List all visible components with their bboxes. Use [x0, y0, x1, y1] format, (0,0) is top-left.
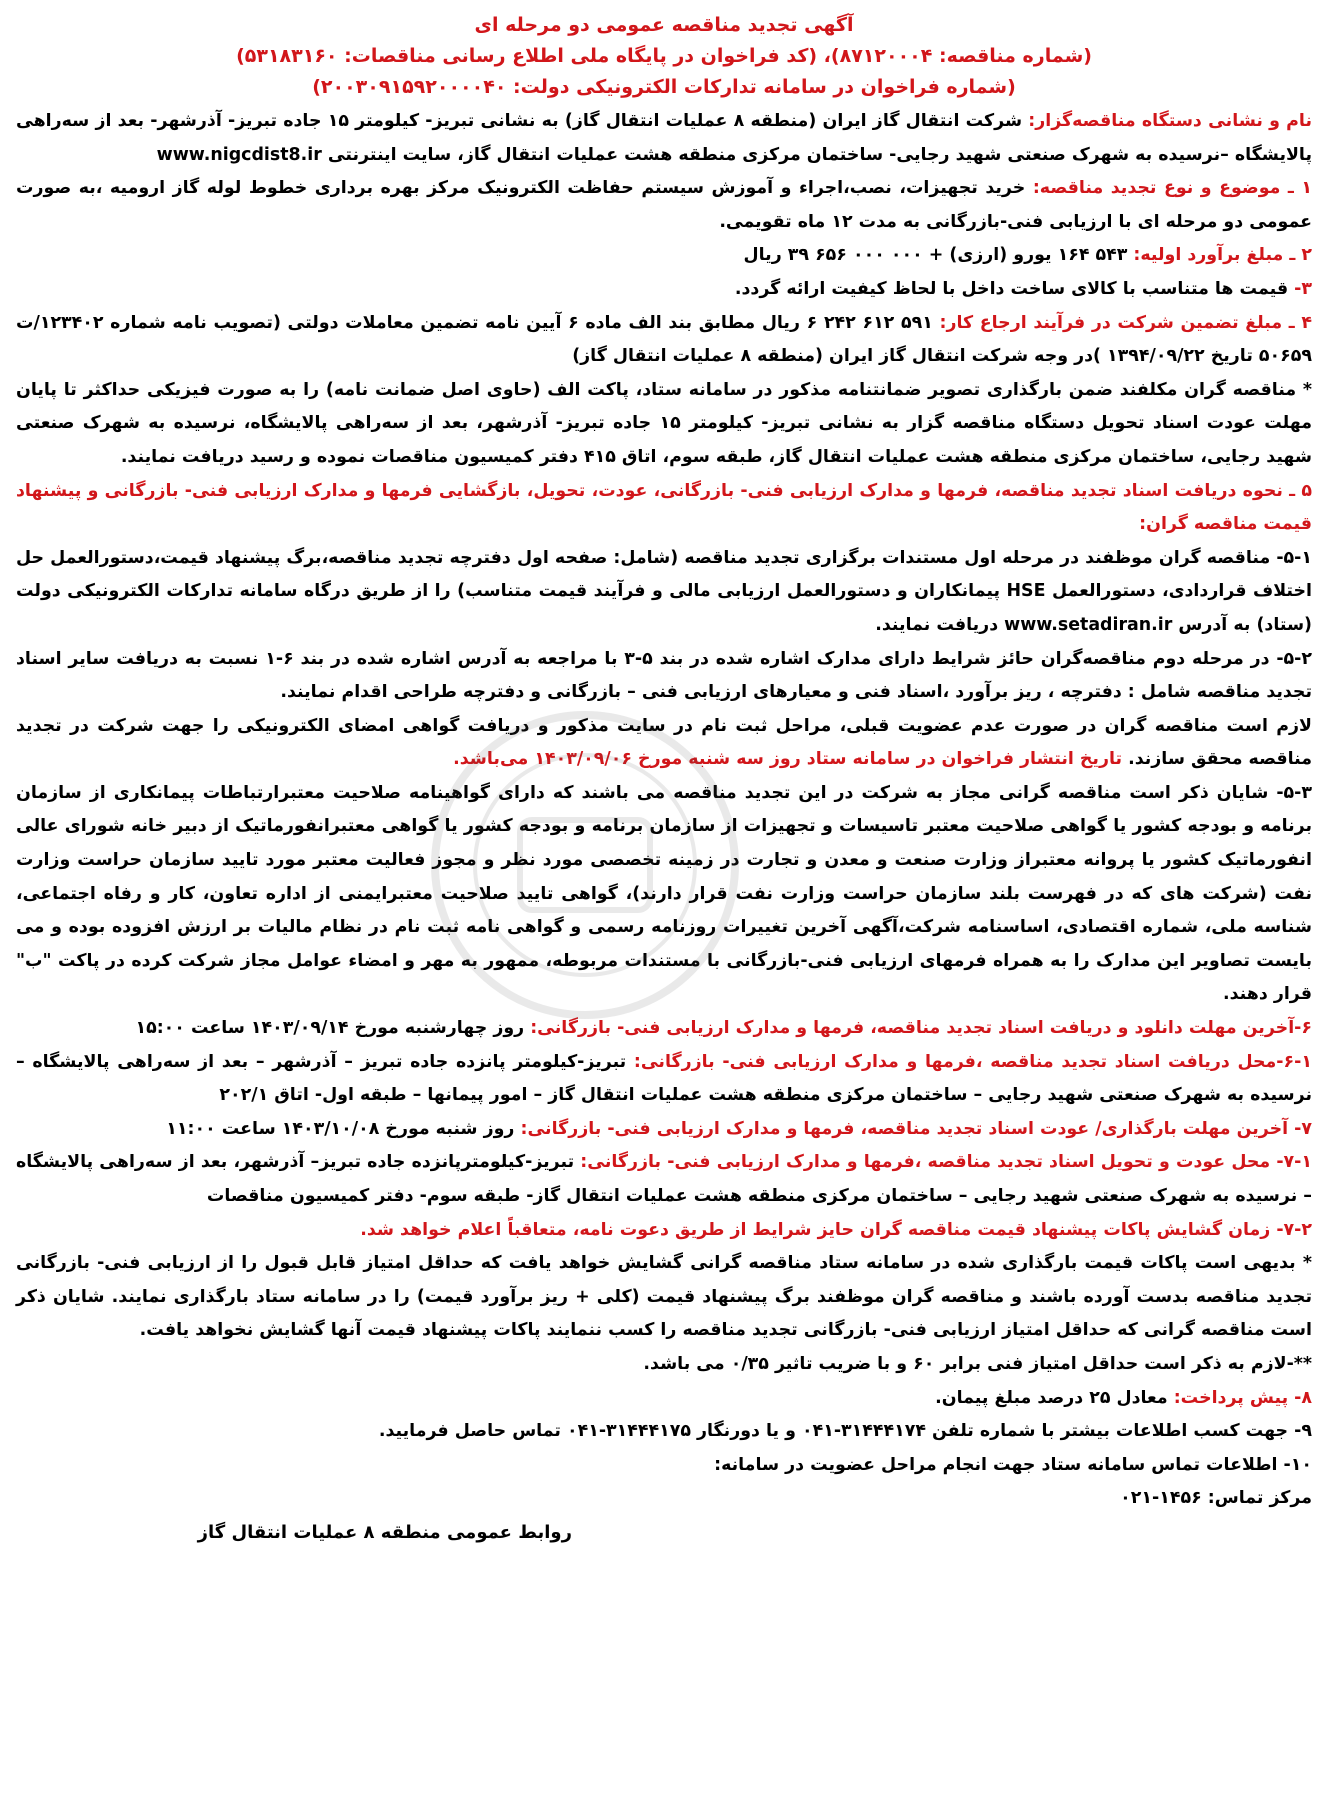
section-6-deadline [16, 1012, 1312, 1046]
section-6-1-text: تبریز-کیلومتر پانزده جاده تبریز – آذرشهر – بعد از سه‌راهی پالایشگاه – نرسیده به شهرک صنعتی شهید رجایی – ساختمان مرکزی منطقه هشت عملیات انتقال گاز – امور پیمانها – طبقه اول- اتاق ۲۰۲/۱ [16, 1051, 1312, 1106]
section-5-1 [16, 542, 1312, 643]
section-1-text: خرید تجهیزات، نصب،اجراء و آموزش سیستم حفاظت الکترونیک مرکز بهره برداری خطوط لوله گاز ارومیه ،به صورت عمومی دو مرحله ای با ارزیابی فنی-بازرگانی به مدت ۱۲ ماه تقویمی. [16, 178, 1312, 232]
section-8-text: معادل ۲۵ درصد مبلغ پیمان. [935, 1387, 1174, 1408]
section-5-3: ۵-۳- شایان ذکر است مناقصه گرانی مجاز به شرکت در این تجدید مناقصه می باشند که دارای گواهینامه صلاحیت معتبرارتباطات پیمانکاری از سازمان برنامه و بودجه کشور یا گواهی صلاحیت معتبر تاسیسات و تجهیزات از سازمان برنامه و بودجه کشور یا گواهی معتبرانفورماتیک از دبیر خانه شورای عالی انفورماتیک کشور یا پروانه معتبراز وزارت صنعت و معدن و تجارت در زمینه تخصصی مورد نظر و مجوز فعالیت معتبر مورد تایید سازمان حراست وزارت نفت (شرکت های که در فهرست بلند سازمان حراست وزارت نفت قرار دارند)، گواهی تایید صلاحیت معتبرایمنی از اداره تعاون، کار و رفاه اجتماعی، شناسه ملی، شماره اقتصادی، اساسنامه شرکت،آگهی آخرین تغییرات روزنامه رسمی و گواهی نامه ثبت نام در نظام مالیات بر ارزش افزوده بوده و می بایست تصاویر این مدارک را به همراه فرمهای ارزیابی فنی-بازرگانی با مستندات مربوطه، ممهور به مهر و امضاء عوامل مجاز شرکت کرده در پاکت "ب" قرار دهند. [16, 782, 1312, 1005]
section-5-2: ۵-۲- در مرحله دوم مناقصه‌گران حائز شرایط دارای مدارک اشاره شده در بند ۵-۳ با مراجعه به آدرس اشاره شده در بند ۶-۱ نسبت به دریافت سایر اسناد تجدید مناقصه شامل : دفترچه ، ریز برآورد ،اسناد فنی و معیارهای ارزیابی فنی – بازرگانی و دفترچه طراحی اقدام نمایند. [16, 648, 1312, 703]
contact-center: مرکز تماس: ۱۴۵۶-۰۲۱ [1120, 1488, 1312, 1509]
section-5-2-note [16, 710, 1312, 777]
section-7-deadline [16, 1113, 1312, 1147]
public-relations-signature: روابط عمومی منطقه ۸ عملیات انتقال گاز [197, 1521, 572, 1543]
section-7-text: روز شنبه مورخ ۱۴۰۳/۱۰/۰۸ ساعت ۱۱:۰۰ [166, 1118, 521, 1139]
section-2-text: ۵۴۳ ۱۶۴ یورو (ارزی) + ۰۰۰ ۰۰۰ ۶۵۶ ۳۹ ریال [743, 245, 1134, 266]
section-7-1-text: تبریز-کیلومترپانزده جاده تبریز– آذرشهر، بعد از سه‌راهی پالایشگاه – نرسیده به شهرک صنعتی شهید رجایی – ساختمان مرکزی منطقه هشت عملیات انتقال گاز- طبقه سوم- دفتر کمیسیون مناقصات [16, 1152, 1312, 1206]
section-2-estimate [16, 239, 1312, 273]
section-7-2-opening: ۷-۲- زمان گشایش پاکات پیشنهاد قیمت مناقصه گران حایز شرایط از طریق دعوت نامه، متعاقباً اعلام خواهد شد. [360, 1219, 1312, 1240]
tender-number-line: (شماره مناقصه: ۸۷۱۲۰۰۰۴)، (کد فراخوان در پایگاه ملی اطلاع رسانی مناقصات: ۵۳۱۸۳۱۶۰) [236, 45, 1092, 67]
section-1-label: ۱ ـ موضوع و نوع تجدید مناقصه: [1032, 178, 1312, 199]
section-4-guarantee [16, 307, 1312, 374]
section-1-subject [16, 172, 1312, 239]
section-5-2-note-text: لازم است مناقصه گران در صورت عدم عضویت قبلی، مراحل ثبت نام در سایت مذکور و دریافت گواهی امضای الکترونیکی را جهت شرکت در تجدید مناقصه محقق سازند. [16, 715, 1312, 770]
section-6-1-location [16, 1046, 1312, 1113]
guarantee-note: * مناقصه گران مکلفند ضمن بارگذاری تصویر ضمانتنامه مذکور در سامانه ستاد، پاکت الف (حاوی اصل ضمانت نامه) را به صورت فیزیکی حداکثر تا پایان مهلت عودت اسناد تحویل دستگاه مناقصه گزار به نشانی تبریز- کیلومتر ۱۵ جاده تبریز- آذرشهر، بعد از سه‌راهی پالایشگاه، نرسیده به شهرک صنعتی شهید رجایی، ساختمان مرکزی منطقه هشت عملیات انتقال گاز، طبقه سوم، اتاق ۴۱۵ دفتر کمیسیون مناقصات نموده و رسید دریافت نمایند. [16, 379, 1312, 467]
section-3-text: قیمت ها متناسب با کالای ساخت داخل با لحاظ کیفیت ارائه گردد. [734, 278, 1295, 299]
section-2-label: ۲ ـ مبلغ برآورد اولیه: [1133, 245, 1312, 266]
opening-note: * بدیهی است پاکات قیمت بارگذاری شده در سامانه ستاد مناقصه گرانی گشایش خواهد یافت که حداقل امتیاز قابل قبول را از ارزیابی فنی- بازرگانی تجدید مناقصه بدست آورده باشند و مناقصه گران موظفند برگ پیشنهاد قیمت (کلی + ریز برآورد قیمت) را در سامانه ستاد بارگذاری نمایند. شایان ذکر است مناقصه گرانی که حداقل امتیاز ارزیابی فنی- بازرگانی تجدید مناقصه را کسب ننمایند پاکات پیشنهاد قیمت آنها گشایش نخواهد یافت. [16, 1253, 1312, 1341]
section-4-text: ۵۹۱ ۶۱۲ ۲۴۲ ۶ ریال مطابق بند الف ماده ۶ آیین نامه تضمین معاملات دولتی (تصویب نامه شماره ۱۲۳۴۰۲/ت ۵۰۶۵۹ تاریخ ۱۳۹۴/۰۹/۲۲ )در وجه شرکت انتقال گاز ایران (منطقه ۸ عملیات انتقال گاز) [16, 312, 1312, 367]
section-9-contact: ۹- جهت کسب اطلاعات بیشتر با شماره تلفن ۳۱۴۴۴۱۷۴-۰۴۱ و یا دورنگار ۳۱۴۴۴۱۷۵-۰۴۱ تماس حاصل فرمایید. [378, 1421, 1312, 1442]
section-5-1-tail: دریافت نمایند. [875, 614, 1005, 635]
publish-date: تاریخ انتشار فراخوان در سامانه ستاد روز سه شنبه مورخ ۱۴۰۳/۰۹/۰۶ می‌باشد. [453, 749, 1123, 770]
notice-header [16, 10, 1312, 103]
section-3-label: ۳- [1294, 278, 1312, 299]
organizer-label: نام و نشانی دستگاه مناقصه‌گزار: [1028, 111, 1312, 131]
section-4-label: ۴ ـ مبلغ تضمین شرکت در فرآیند ارجاع کار: [939, 312, 1313, 333]
section-5-1-text: ۵-۱- مناقصه گران موظفند در مرحله اول مستندات برگزاری تجدید مناقصه (شامل: صفحه اول دفترچه تجدید مناقصه،برگ پیشنهاد قیمت،دستورالعمل حل اختلاف قراردادی، دستورالعمل HSE پیمانکاران و دستورالعمل ارزیابی مالی و فرآیند قیمت متناسب) را از طریق درگاه سامانه تدارکات الکترونیکی دولت (ستاد) به آدرس [16, 547, 1312, 635]
notice-title: آگهی تجدید مناقصه عمومی دو مرحله ای [474, 14, 854, 36]
score-note: **-لازم به ذکر است حداقل امتیاز فنی برابر ۶۰ و با ضریب تاثیر ۰/۳۵ می باشد. [643, 1353, 1312, 1374]
section-7-1-label: ۷-۱- محل عودت و تحویل اسناد تجدید مناقصه ،فرمها و مدارک ارزیابی فنی- بازرگانی: [580, 1152, 1312, 1173]
setadiran-website-link[interactable]: www.setadiran.ir [1004, 614, 1173, 635]
organizer-paragraph [16, 105, 1312, 172]
section-7-label: ۷- آخرین مهلت بارگذاری/ عودت اسناد تجدید مناقصه، فرمها و مدارک ارزیابی فنی- بازرگانی: [520, 1118, 1312, 1139]
section-7-1-location [16, 1146, 1312, 1213]
section-8-label: ۸- پیش پرداخت: [1173, 1387, 1312, 1408]
section-6-1-label: ۶-۱-محل دریافت اسناد تجدید مناقصه ،فرمها و مدارک ارزیابی فنی- بازرگانی: [633, 1051, 1312, 1072]
section-6-label: ۶-آخرین مهلت دانلود و دریافت اسناد تجدید مناقصه، فرمها و مدارک ارزیابی فنی- بازرگانی: [530, 1018, 1312, 1039]
organizer-website-link[interactable]: www.nigcdist8.ir [156, 144, 322, 165]
section-5-heading: ۵ ـ نحوه دریافت اسناد تجدید مناقصه، فرمها و مدارک ارزیابی فنی- بازرگانی، عودت، تحویل، بازگشایی فرمها و مدارک ارزیابی فنی- بازرگانی و پیشنهاد قیمت مناقصه گران: [16, 480, 1312, 535]
section-8-prepayment [16, 1382, 1312, 1416]
section-6-text: روز چهارشنبه مورخ ۱۴۰۳/۰۹/۱۴ ساعت ۱۵:۰۰ [135, 1018, 531, 1039]
organizer-text: شرکت انتقال گاز ایران (منطقه ۸ عملیات انتقال گاز) به نشانی تبریز- کیلومتر ۱۵ جاده تبریز- آذرشهر- بعد از سه‌راهی پالایشگاه –نرسیده به شهرک صنعتی شهید رجایی- ساختمان مرکزی منطقه هشت عملیات انتقال گاز، سایت اینترنتی [16, 111, 1312, 165]
section-10-setad-contact: ۱۰- اطلاعات تماس سامانه ستاد جهت انجام مراحل عضویت در سامانه: [714, 1454, 1312, 1475]
section-3-prices [16, 273, 1312, 307]
setad-call-number-line: (شماره فراخوان در سامانه تدارکات الکترونیکی دولت: ۲۰۰۳۰۹۱۵۹۲۰۰۰۰۴۰) [312, 76, 1016, 98]
